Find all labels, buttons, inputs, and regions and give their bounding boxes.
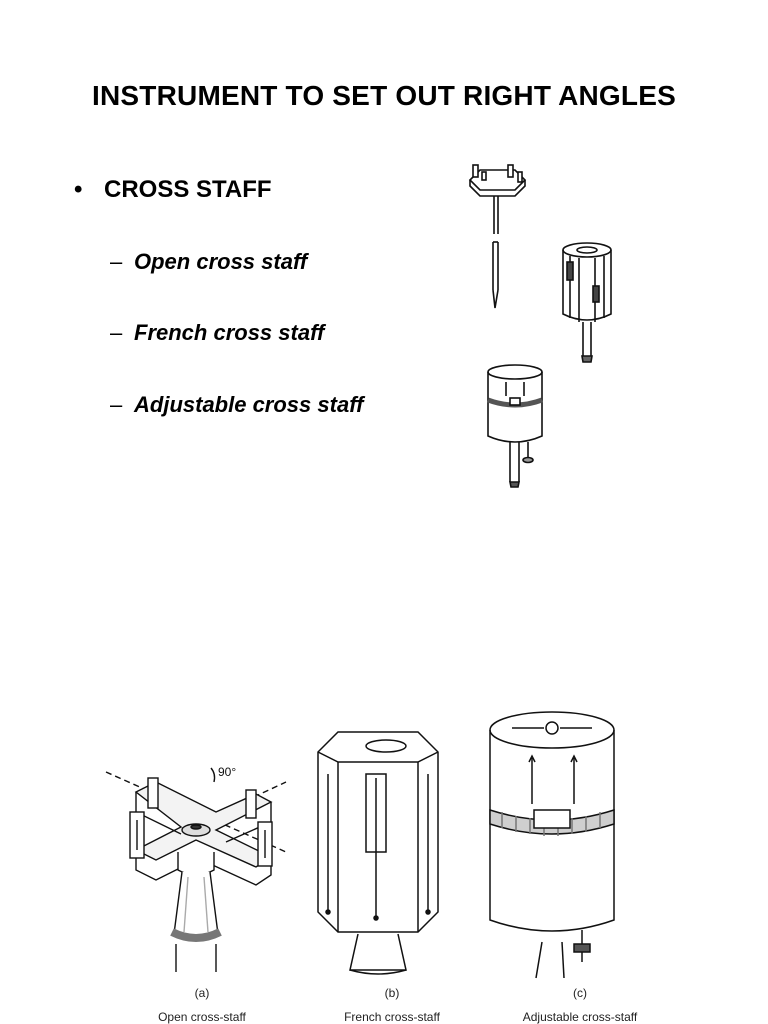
caption-letter: (b) bbox=[384, 986, 400, 1000]
french-cross-staff-sketch bbox=[555, 238, 625, 363]
open-cross-staff-sketch bbox=[460, 160, 560, 315]
caption-adjustable-cross-staff bbox=[490, 986, 670, 1024]
bullet-cross-staff bbox=[74, 176, 272, 204]
caption-label: French cross-staff bbox=[344, 1010, 440, 1024]
figure-captions bbox=[0, 986, 768, 1024]
slide-title: INSTRUMENT TO SET OUT RIGHT ANGLES bbox=[92, 80, 676, 111]
sub-item-dash: – bbox=[110, 392, 123, 417]
bullet-marker: • bbox=[74, 176, 83, 203]
caption-letter: (a) bbox=[194, 986, 210, 1000]
bullet-label: CROSS STAFF bbox=[104, 176, 272, 203]
open-cross-staff-figure bbox=[96, 702, 296, 992]
caption-letter: (c) bbox=[573, 986, 587, 1000]
sub-item-dash: – bbox=[110, 320, 123, 345]
sub-item-adjustable-cross-staff bbox=[110, 392, 363, 418]
sub-item-label: Adjustable cross staff bbox=[134, 392, 364, 417]
caption-open-cross-staff bbox=[112, 986, 292, 1024]
sub-item-dash: – bbox=[110, 249, 123, 274]
sub-item-open-cross-staff bbox=[110, 249, 307, 275]
adjustable-cross-staff-sketch bbox=[480, 362, 550, 490]
sub-item-french-cross-staff bbox=[110, 320, 324, 346]
adjustable-cross-staff-figure bbox=[482, 706, 622, 992]
caption-french-cross-staff bbox=[302, 986, 482, 1024]
french-cross-staff-figure bbox=[308, 722, 448, 992]
sub-item-label: French cross staff bbox=[134, 320, 325, 345]
angle-label: 90° bbox=[218, 765, 237, 779]
caption-label: Adjustable cross-staff bbox=[522, 1010, 638, 1024]
sub-item-label: Open cross staff bbox=[134, 249, 308, 274]
caption-label: Open cross-staff bbox=[158, 1010, 246, 1024]
